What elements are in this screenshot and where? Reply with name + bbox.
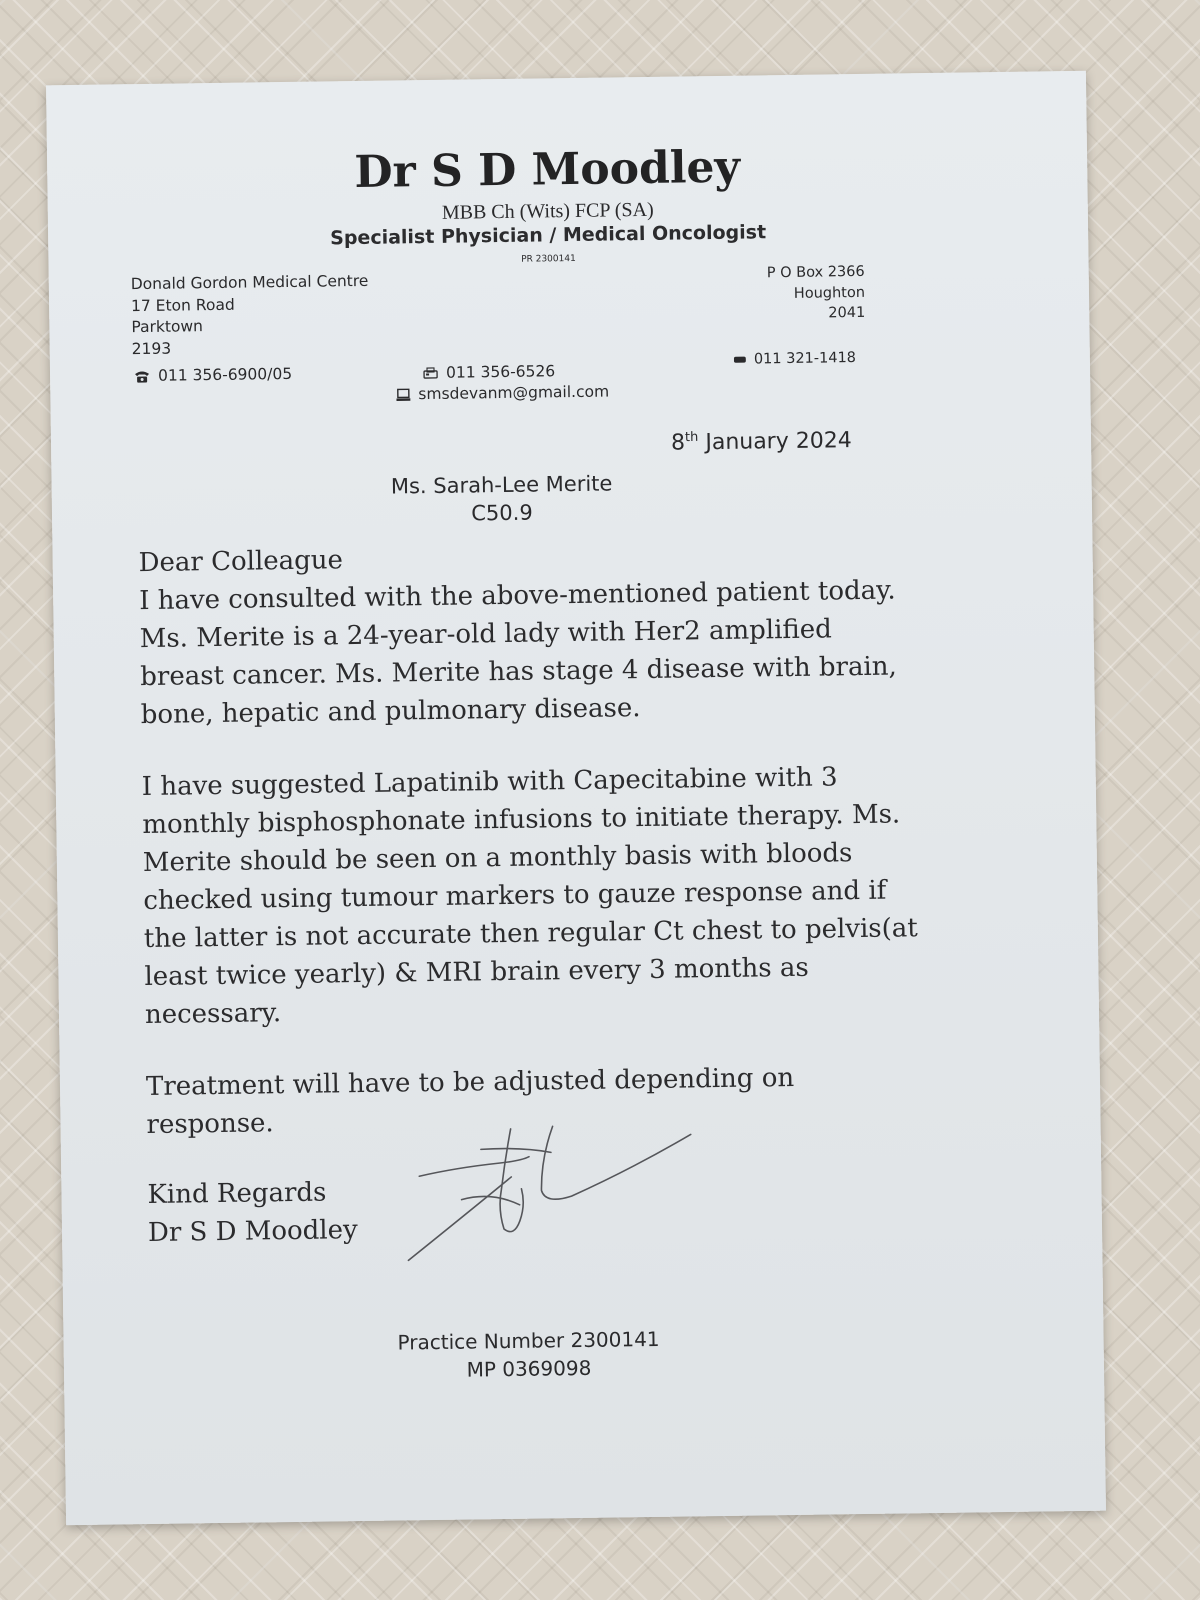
postal-line: P O Box 2366 (766, 263, 865, 282)
postal-line: Houghton (793, 284, 866, 302)
mp-number: MP 0369098 (466, 1355, 592, 1382)
paragraph-line: I have suggested Lapatinib with Capecitabine with 3 (141, 762, 838, 803)
address-line: Parktown (131, 317, 204, 337)
paragraph-line: Ms. Merite is a 24-year-old lady with Her2 amplified (139, 614, 833, 655)
handwritten-signature (400, 1106, 702, 1270)
signatory-name: Dr S D Moodley (147, 1215, 358, 1249)
email-address: smsdevanm@gmail.com (418, 382, 610, 404)
paragraph-line: response. (146, 1108, 274, 1141)
paragraph-line: checked using tumour markers to gauze response and if (143, 875, 887, 917)
paragraph-line: I have consulted with the above-mentioned patient today. (138, 575, 896, 617)
paragraph-line: the latter is not accurate then regular Ct chest to pelvis(at (143, 913, 918, 955)
phone-number: 011 356-6900/05 (157, 364, 293, 385)
practice-address (131, 271, 370, 360)
practice-number: Practice Number 2300141 (397, 1326, 660, 1355)
phone-contact (134, 365, 292, 385)
computer-icon (396, 388, 410, 401)
letter-page (46, 71, 1106, 1525)
date-day: 8 (670, 430, 686, 456)
postal-line: 2041 (828, 304, 866, 322)
fax-number: 011 356-6526 (445, 362, 556, 382)
address-line: 17 Eton Road (130, 295, 235, 315)
icd-code: C50.9 (471, 500, 533, 526)
doctor-name-heading: Dr S D Moodley (354, 141, 741, 199)
date-suffix: th (684, 429, 699, 446)
date-month-year: January 2024 (698, 428, 852, 456)
paragraph-line: monthly bisphosphonate infusions to initiate therapy. Ms. (142, 799, 901, 841)
cell-contact (734, 350, 856, 368)
paragraph-line: least twice yearly) & MRI brain every 3 months as (144, 952, 809, 993)
mobile-phone-icon (734, 356, 746, 364)
specialty: Specialist Physician / Medical Oncologist (330, 221, 767, 250)
postal-address (749, 262, 866, 325)
paragraph-line: breast cancer. Ms. Merite has stage 4 disease with brain, (140, 651, 897, 693)
paragraph-line: necessary. (144, 998, 282, 1031)
address-line: Donald Gordon Medical Centre (130, 271, 369, 294)
fax-contact (423, 362, 555, 382)
closing: Kind Regards (147, 1177, 327, 1211)
email-contact (396, 382, 609, 403)
paragraph-line: Treatment will have to be adjusted depending on (145, 1062, 795, 1103)
paragraph-line: bone, hepatic and pulmonary disease. (140, 693, 641, 731)
pr-number: PR 2300141 (521, 253, 576, 265)
qualifications: MBB Ch (Wits) FCP (SA) (441, 198, 654, 224)
salutation: Dear Colleague (138, 545, 344, 579)
fax-icon (423, 367, 438, 379)
cell-number: 011 321-1418 (753, 350, 857, 368)
address-line: 2193 (131, 339, 172, 358)
letter-date (671, 428, 852, 456)
paragraph-line: Merite should be seen on a monthly basis with bloods (142, 838, 853, 879)
telephone-icon (134, 369, 150, 382)
patient-name: Ms. Sarah-Lee Merite (390, 471, 613, 499)
